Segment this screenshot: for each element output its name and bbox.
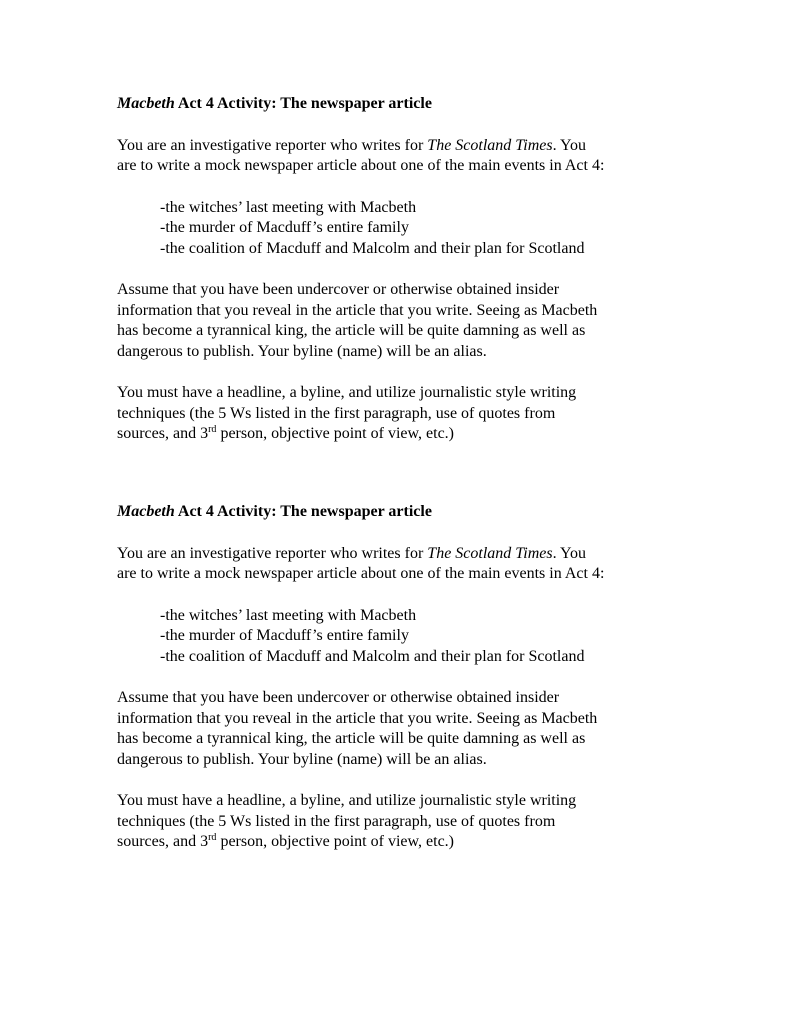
section-heading <box>117 94 717 115</box>
requirements-line-1: You must have a headline, a byline, and utilize journalistic style writing <box>117 384 577 401</box>
requirements-text-b: person, objective point of view, etc.) <box>216 833 454 850</box>
intro-line-1 <box>117 136 717 157</box>
newspaper-name: The Scotland Times <box>427 136 553 154</box>
assume-line: dangerous to publish. Your byline (name) will be an alias. <box>117 750 487 768</box>
heading-play-title: Macbeth <box>117 503 175 520</box>
newspaper-name: The Scotland Times <box>427 544 553 562</box>
list-item: -the murder of Macduff’s entire family <box>160 219 409 236</box>
list-item: -the coalition of Macduff and Malcolm and their plan for Scotland <box>160 647 585 665</box>
intro-text-b: . You <box>552 136 586 154</box>
requirements-text-a: sources, and 3 <box>117 833 209 850</box>
list-item: -the coalition of Macduff and Malcolm and their plan for Scotland <box>160 239 585 257</box>
event-list <box>117 198 717 260</box>
intro-line-2: are to write a mock newspaper article about one of the main events in Act 4: <box>117 157 605 174</box>
requirements-line-2: techniques (the 5 Ws listed in the first paragraph, use of quotes from <box>117 812 556 830</box>
requirements-line-3 <box>117 832 717 853</box>
intro-paragraph <box>117 136 717 177</box>
intro-line-2: are to write a mock newspaper article about one of the main events in Act 4: <box>117 565 605 582</box>
intro-text-b: . You <box>552 544 586 562</box>
list-item: -the murder of Macduff’s entire family <box>160 627 409 644</box>
requirements-paragraph <box>117 791 717 853</box>
heading-rest: Act 4 Activity: The newspaper article <box>174 95 432 112</box>
requirements-line-2: techniques (the 5 Ws listed in the first paragraph, use of quotes from <box>117 404 556 422</box>
section-heading <box>117 502 717 523</box>
event-list <box>117 606 717 668</box>
assume-line: Assume that you have been undercover or otherwise obtained insider <box>117 689 560 706</box>
assume-line: information that you reveal in the article that you write. Seeing as Macbeth <box>117 709 598 727</box>
assume-line: information that you reveal in the article that you write. Seeing as Macbeth <box>117 301 598 319</box>
list-item: -the witches’ last meeting with Macbeth <box>160 606 417 624</box>
assume-paragraph <box>117 688 717 770</box>
requirements-line-3 <box>117 424 717 445</box>
heading-rest: Act 4 Activity: The newspaper article <box>174 503 432 520</box>
assume-line: has become a tyrannical king, the article will be quite damning as well as <box>117 322 586 339</box>
assume-line: Assume that you have been undercover or otherwise obtained insider <box>117 281 560 298</box>
requirements-paragraph <box>117 383 717 445</box>
assume-line: dangerous to publish. Your byline (name) will be an alias. <box>117 342 487 360</box>
list-item: -the witches’ last meeting with Macbeth <box>160 198 417 216</box>
requirements-line-1: You must have a headline, a byline, and utilize journalistic style writing <box>117 792 577 809</box>
requirements-text-b: person, objective point of view, etc.) <box>216 425 454 442</box>
assignment-section-2 <box>117 502 717 853</box>
heading-play-title: Macbeth <box>117 95 175 112</box>
ordinal-suffix: rd <box>208 832 217 843</box>
intro-paragraph <box>117 544 717 585</box>
requirements-text-a: sources, and 3 <box>117 425 209 442</box>
intro-line-1 <box>117 544 717 565</box>
assignment-section-1 <box>117 94 717 445</box>
intro-text-a: You are an investigative reporter who writes for <box>117 544 428 562</box>
assume-line: has become a tyrannical king, the article will be quite damning as well as <box>117 730 586 747</box>
ordinal-suffix: rd <box>208 424 217 435</box>
intro-text-a: You are an investigative reporter who writes for <box>117 136 428 154</box>
assume-paragraph <box>117 280 717 362</box>
